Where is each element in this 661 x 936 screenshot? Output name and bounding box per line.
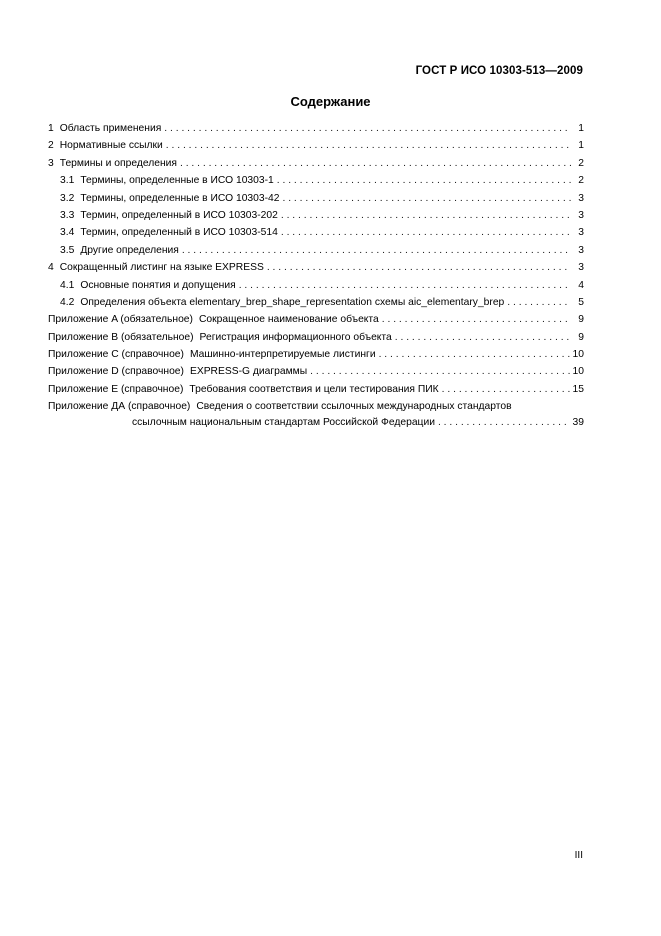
toc-entry[interactable] [48,155,584,172]
toc-entry-label: Область применения [59,123,162,134]
toc-entry-page: 3 [578,227,584,239]
toc-entry-page: 10 [572,366,584,378]
toc-entry-number: 3 [48,157,54,169]
toc-entry-page: 3 [578,262,584,274]
leader-dots [507,294,571,311]
toc-entry-page: 1 [578,140,584,152]
leader-dots [281,207,571,224]
toc-entry-label: Требования соответствия и цели тестирования ПИК [189,383,439,395]
toc-entry-page: 9 [578,314,584,326]
toc-entry-number: 3.1 [60,175,75,187]
toc-entry-number: 3.3 [60,209,75,221]
toc-entry[interactable] [48,137,584,154]
toc-entry-label: Определения объекта elementary_brep_shape_representation схемы aic_elementary_brep [80,296,505,308]
toc-entry-label: Термин, определенный в ИСО 10303-202 [80,209,278,221]
toc-entry-label: Термины, определенные в ИСО 10303-42 [80,192,280,204]
document-header: ГОСТ Р ИСО 10303-513—2009 [415,65,583,77]
toc-entry-label: Термин, определенный в ИСО 10303-514 [80,227,278,239]
toc-entry-label: Другие определения [80,244,179,256]
toc-entry-label: Сокращенное наименование объекта [198,314,379,326]
leader-dots [395,329,571,346]
toc-entry-number: 1 [48,123,54,134]
toc-entry-label: Термины и определения [59,157,177,169]
toc-entry[interactable] [48,224,584,241]
toc-entry-page: 2 [578,157,584,169]
leader-dots [164,120,571,137]
toc-entry[interactable] [48,277,584,294]
toc-entry-page: 15 [572,383,584,395]
toc-entry-label: Регистрация информационного объекта [199,331,392,343]
leader-dots [182,242,571,259]
toc-entry[interactable] [48,363,584,380]
leader-dots [282,190,571,207]
leader-dots [310,363,569,380]
toc-entry-number: Приложение ДА (справочное) [48,401,191,413]
toc-entry[interactable] [48,346,584,363]
toc-entry-number: Приложение E (справочное) [48,383,184,395]
toc-entry-page: 3 [578,192,584,204]
leader-dots [382,311,571,328]
toc-entry-page: 1 [578,123,584,134]
toc-entry-page: 3 [578,209,584,221]
toc-entry-label-continued: ссылочным национальным стандартам Российской Федерации [132,417,435,429]
toc-entry-label: Сведения о соответствии ссылочных международных стандартов [196,401,512,413]
leader-dots [166,137,571,154]
leader-dots [239,277,571,294]
toc-entry[interactable] [48,259,584,276]
page-title: Содержание [290,94,371,109]
leader-dots [180,155,571,172]
toc-entry-appendix-da-continued[interactable] [48,414,584,431]
toc-entry-label: Нормативные ссылки [59,140,163,152]
toc-entry-page: 10 [572,349,584,361]
toc-entry-number: Приложение B (обязательное) [48,331,194,343]
toc-entry[interactable] [48,311,584,328]
leader-dots [379,346,570,363]
toc-entry-label: Машинно-интерпретируемые листинги [189,349,376,361]
toc-entry-page: 2 [578,175,584,187]
leader-dots [281,224,571,241]
toc-entry-label: Основные понятия и допущения [80,279,236,291]
toc-entry-label: Сокращенный листинг на языке EXPRESS [59,262,264,274]
toc-entry-number: 2 [48,140,54,152]
toc-entry[interactable] [48,172,584,189]
toc-entry-appendix-da[interactable] [48,398,584,414]
toc-entry-page: 3 [578,244,584,256]
toc-entry-number: 3.2 [60,192,75,204]
toc-entry[interactable] [48,329,584,346]
toc-entry-number: 3.4 [60,227,75,239]
toc-entry-page: 4 [578,279,584,291]
leader-dots [267,259,571,276]
toc-entry-page: 39 [572,417,584,429]
toc-entry-page: 9 [578,331,584,343]
toc-entry-label: Термины, определенные в ИСО 10303-1 [80,175,274,187]
leader-dots [438,414,570,431]
toc-entry[interactable] [48,294,584,311]
toc-entry-number: 3.5 [60,244,75,256]
toc-entry-page: 5 [578,296,584,308]
toc-entry[interactable] [48,242,584,259]
toc-entry-number: Приложение A (обязательное) [48,314,193,326]
toc-entry[interactable] [48,120,584,137]
toc-entry-number: 4 [48,262,54,274]
toc-entry-label: EXPRESS-G диаграммы [189,366,308,378]
toc-entry[interactable] [48,207,584,224]
toc-entry[interactable] [48,381,584,398]
table-of-contents [48,120,584,432]
toc-entry-number: 4.2 [60,296,75,308]
leader-dots [442,381,570,398]
toc-entry-number: Приложение C (справочное) [48,349,184,361]
page-number: III [574,850,583,861]
toc-entry-number: Приложение D (справочное) [48,366,184,378]
toc-entry[interactable] [48,190,584,207]
leader-dots [277,172,571,189]
toc-entry-number: 4.1 [60,279,75,291]
